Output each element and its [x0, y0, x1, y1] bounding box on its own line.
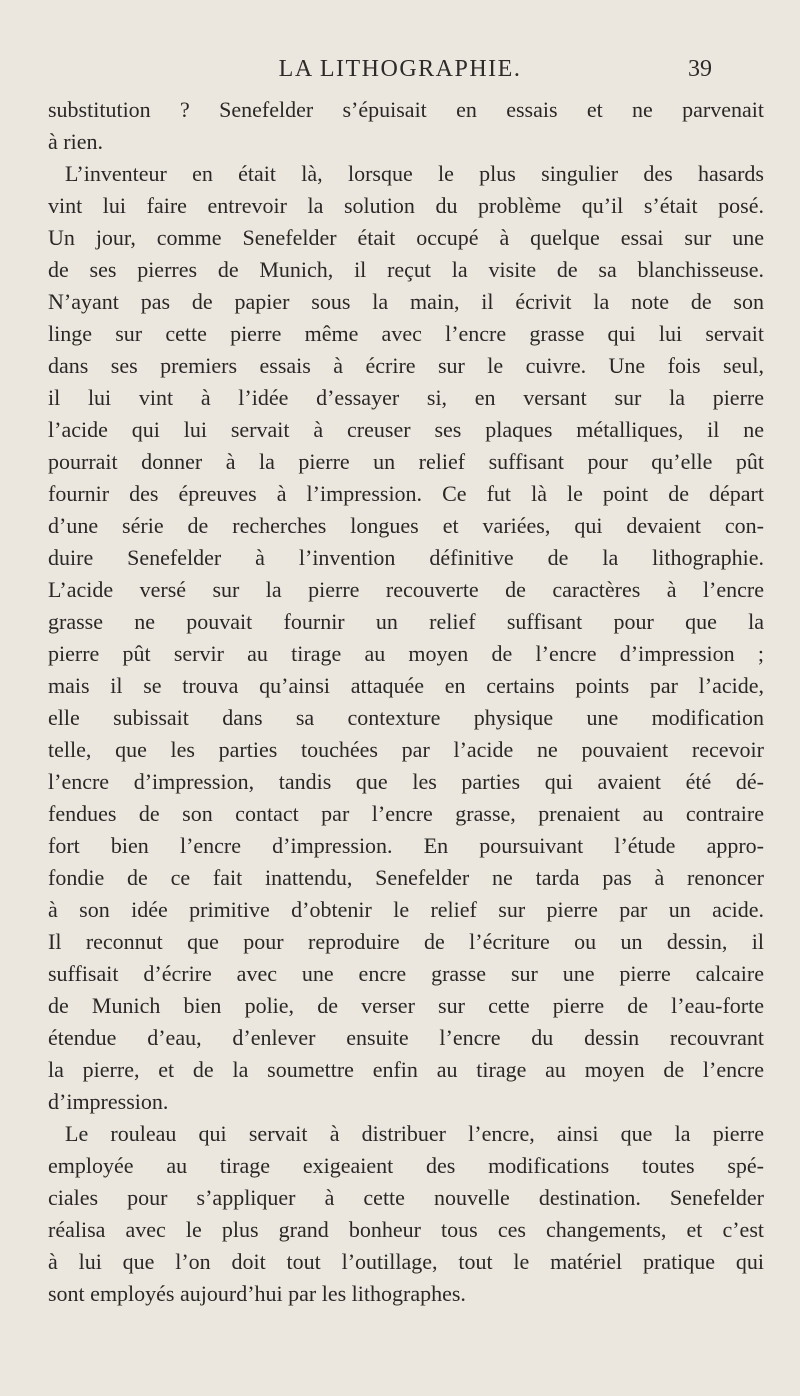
text-line: substitution ? Senefelder s’épuisait en essais et ne parvenait [48, 97, 764, 122]
text-line: Le rouleau qui servait à distribuer l’encre, ainsi que la pierre [65, 1121, 764, 1146]
text-line: de Munich bien polie, de verser sur cette pierre de l’eau-forte [48, 993, 764, 1018]
text-line: de ses pierres de Munich, il reçut la visite de sa blanchisseuse. [48, 257, 764, 282]
text-line: elle subissait dans sa contexture physique une modification [48, 705, 764, 730]
text-line: dans ses premiers essais à écrire sur le cuivre. Une fois seul, [48, 353, 764, 378]
text-line: N’ayant pas de papier sous la main, il écrivit la note de son [48, 289, 764, 314]
text-line: fort bien l’encre d’impression. En poursuivant l’étude appro- [48, 833, 764, 858]
text-line: à lui que l’on doit tout l’outillage, tout le matériel pratique qui [48, 1249, 764, 1274]
text-line: Un jour, comme Senefelder était occupé à quelque essai sur une [48, 225, 764, 250]
text-line: grasse ne pouvait fournir un relief suffisant pour que la [48, 609, 764, 634]
text-line: vint lui faire entrevoir la solution du problème qu’il s’était posé. [48, 193, 764, 218]
text-line: l’acide qui lui servait à creuser ses plaques métalliques, il ne [48, 417, 764, 442]
text-line: il lui vint à l’idée d’essayer si, en versant sur la pierre [48, 385, 764, 410]
text-line: ciales pour s’appliquer à cette nouvelle destination. Senefelder [48, 1185, 764, 1210]
running-title: LA LITHOGRAPHIE. [278, 56, 522, 82]
text-line: à son idée primitive d’obtenir le relief sur pierre par un acide. [48, 897, 764, 922]
text-line: la pierre, et de la soumettre enfin au tirage au moyen de l’encre [48, 1057, 764, 1082]
body-text [48, 94, 764, 1310]
text-line: L’inventeur en était là, lorsque le plus singulier des hasards [65, 161, 764, 186]
text-line: pierre pût servir au tirage au moyen de l’encre d’impression ; [48, 641, 764, 666]
page-number: 39 [688, 56, 712, 82]
text-line: fournir des épreuves à l’impression. Ce fut là le point de départ [48, 481, 764, 506]
text-line: mais il se trouva qu’ainsi attaquée en certains points par l’acide, [48, 673, 764, 698]
text-line: sont employés aujourd’hui par les lithographes. [48, 1281, 466, 1306]
text-line: Il reconnut que pour reproduire de l’écriture ou un dessin, il [48, 929, 764, 954]
text-line: suffisait d’écrire avec une encre grasse sur une pierre calcaire [48, 961, 764, 986]
text-line: réalisa avec le plus grand bonheur tous ces changements, et c’est [48, 1217, 764, 1242]
running-head [0, 56, 800, 88]
text-line: étendue d’eau, d’enlever ensuite l’encre du dessin recouvrant [48, 1025, 764, 1050]
text-line: telle, que les parties touchées par l’acide ne pouvaient recevoir [48, 737, 764, 762]
text-line: fendues de son contact par l’encre grasse, prenaient au contraire [48, 801, 764, 826]
text-line: duire Senefelder à l’invention définitive de la lithographie. [48, 545, 764, 570]
text-line: fondie de ce fait inattendu, Senefelder ne tarda pas à renoncer [48, 865, 764, 890]
text-line: l’encre d’impression, tandis que les parties qui avaient été dé- [48, 769, 764, 794]
text-line: linge sur cette pierre même avec l’encre grasse qui lui servait [48, 321, 764, 346]
text-line: employée au tirage exigeaient des modifications toutes spé- [48, 1153, 764, 1178]
text-line: à rien. [48, 129, 103, 154]
text-line: L’acide versé sur la pierre recouverte de caractères à l’encre [48, 577, 764, 602]
text-line: pourrait donner à la pierre un relief suffisant pour qu’elle pût [48, 449, 764, 474]
text-line: d’une série de recherches longues et variées, qui devaient con- [48, 513, 764, 538]
text-line: d’impression. [48, 1089, 169, 1114]
